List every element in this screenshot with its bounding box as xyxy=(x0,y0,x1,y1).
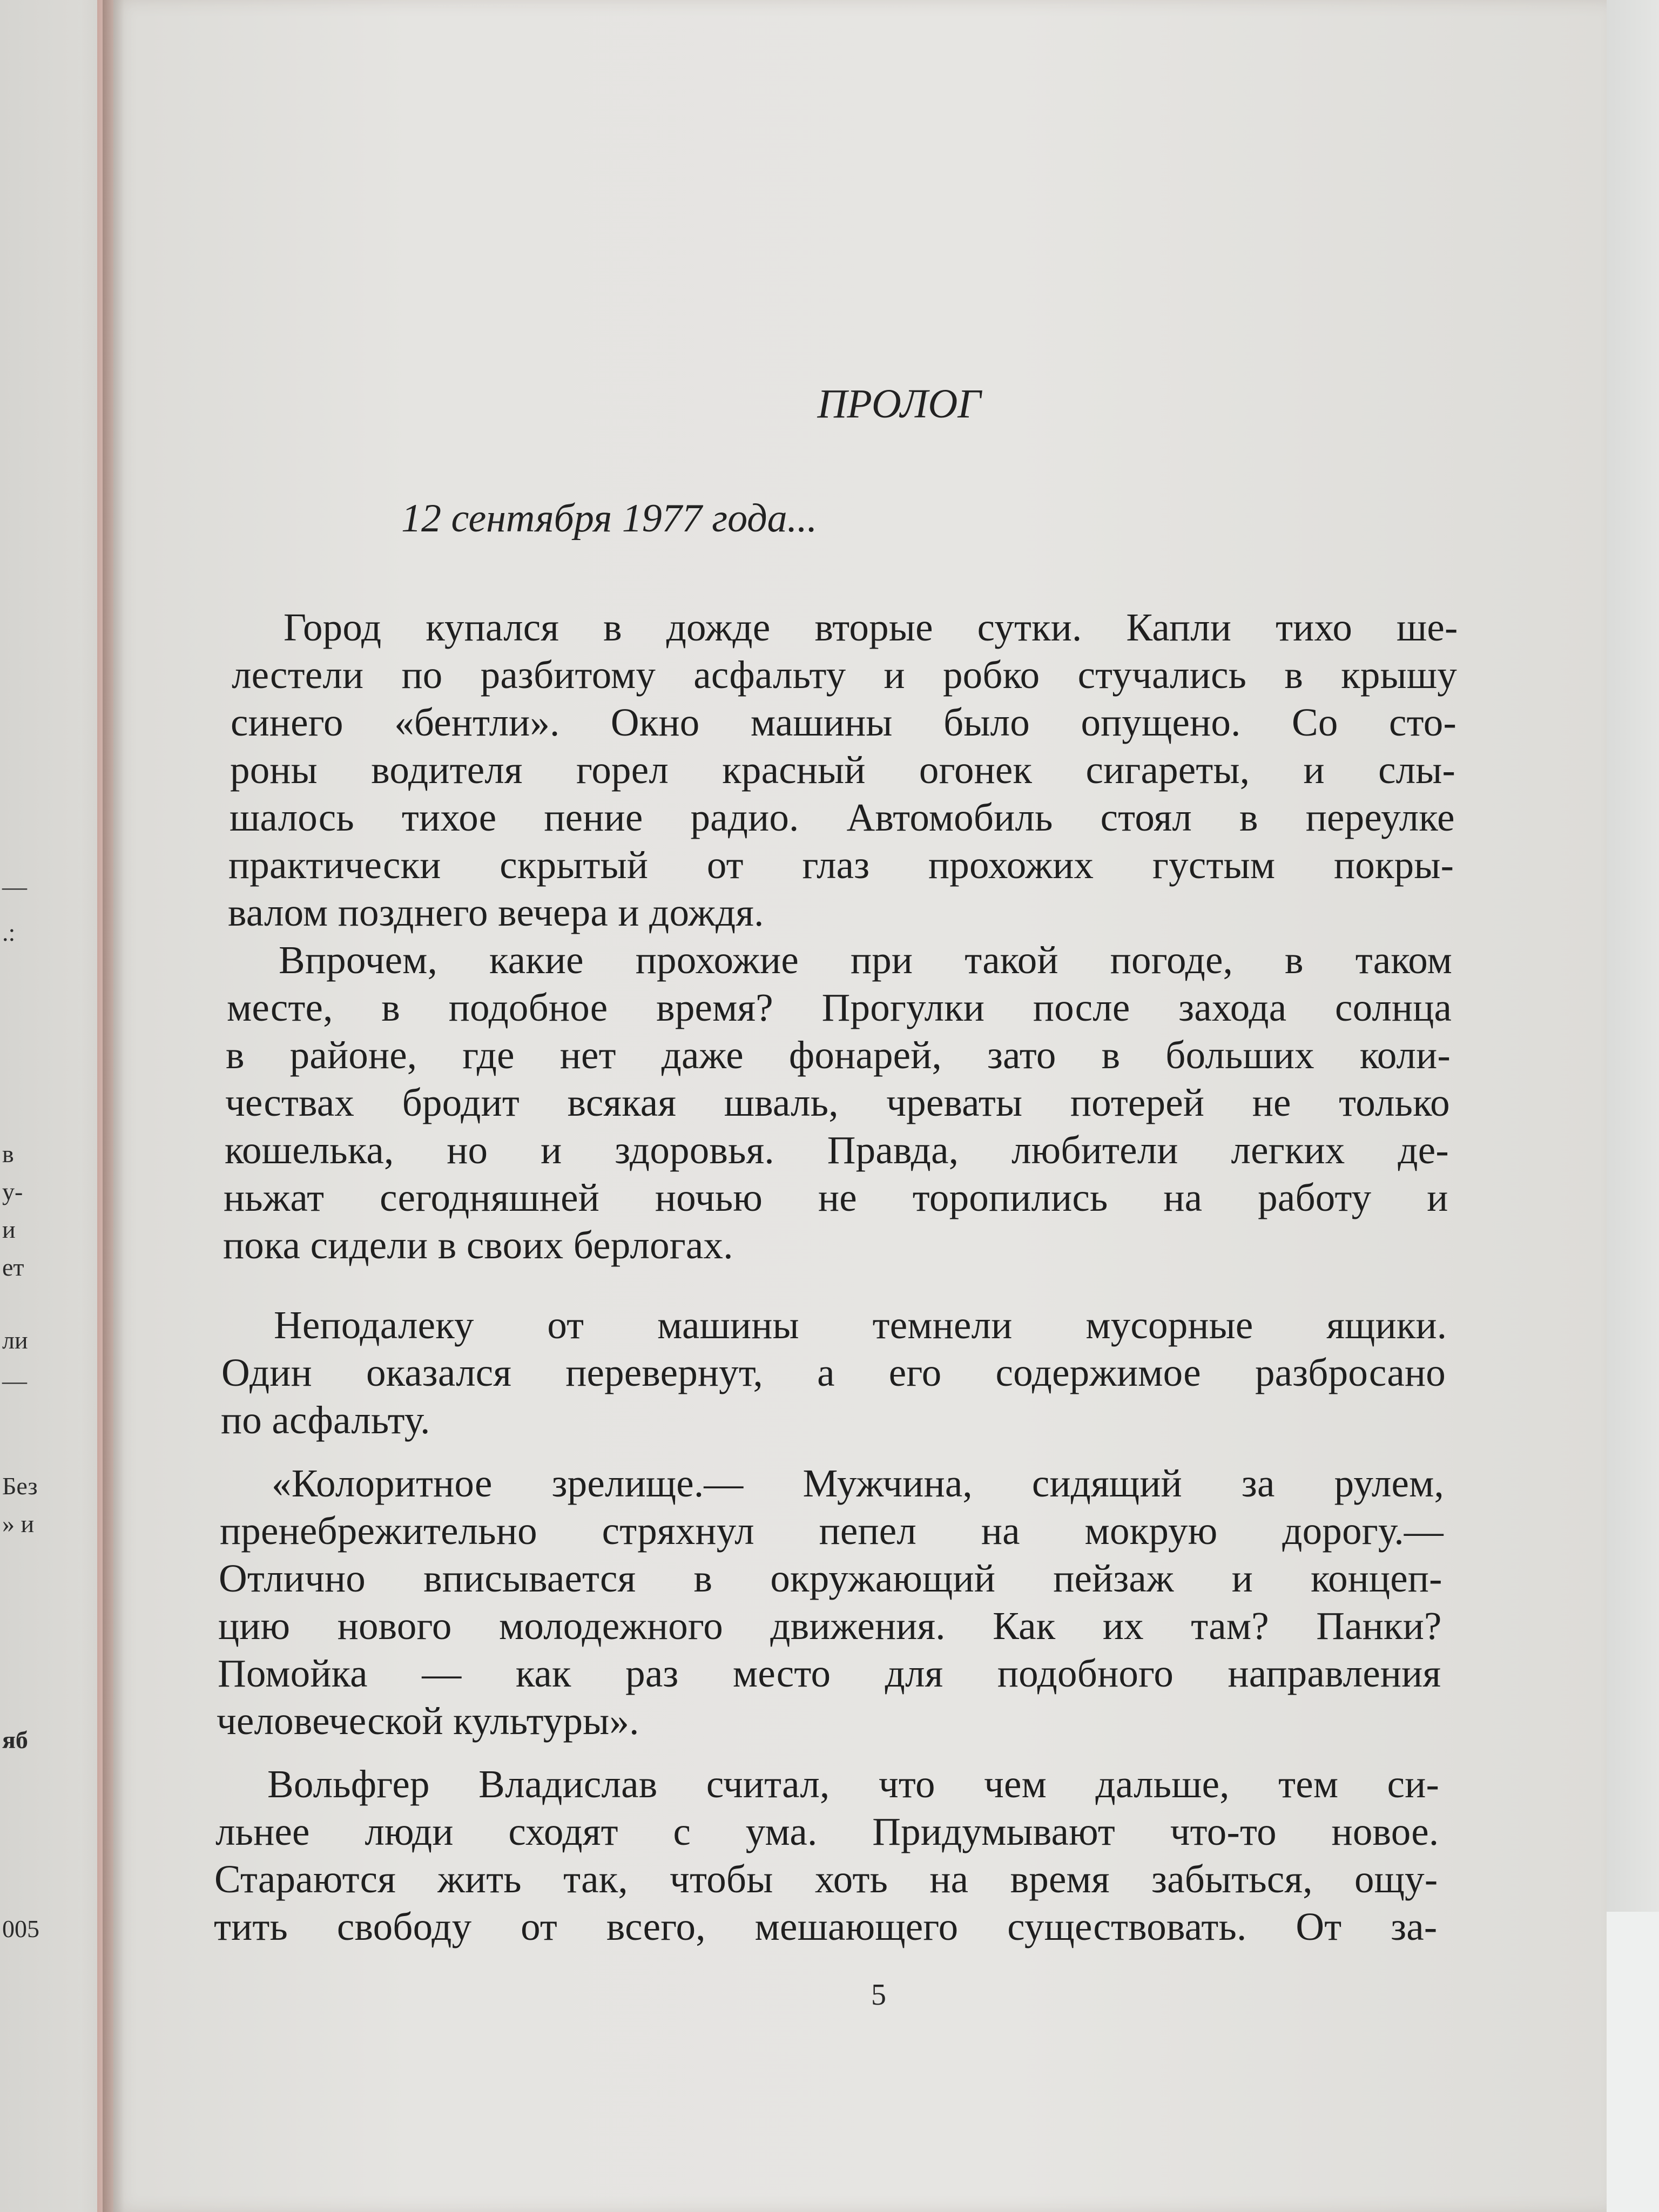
previous-page-fragment: Без xyxy=(2,1472,38,1500)
text-line: человеческой культуры». xyxy=(217,1699,639,1743)
previous-page-fragment: ли xyxy=(2,1326,28,1354)
previous-page-fragment: — xyxy=(2,873,27,900)
book-page xyxy=(111,0,1607,2212)
book-spine-shadow xyxy=(103,0,124,2212)
previous-page-fragment: » и xyxy=(2,1510,35,1537)
text-line: Вольфгер Владислав считал, что чем дальше, тем си- xyxy=(267,1762,1440,1806)
text-line: по асфальту. xyxy=(221,1398,430,1442)
text-line: чествах бродит всякая шваль, чреваты потерей не только xyxy=(225,1081,1450,1124)
text-line: льнее люди сходят с ума. Придумывают что-то новое. xyxy=(215,1810,1439,1853)
text-line: роны водителя горел красный огонек сигареты, и слы- xyxy=(230,748,1456,792)
text-line: кошелька, но и здоровья. Правда, любители легких де- xyxy=(225,1128,1449,1172)
date-line: 12 сентября 1977 года... xyxy=(401,496,818,541)
previous-page-fragment: — xyxy=(2,1367,27,1394)
previous-page-fragment: ет xyxy=(2,1253,24,1281)
text-line: Неподалеку от машины темнели мусорные ящики. xyxy=(274,1303,1447,1347)
text-line: Стараются жить так, чтобы хоть на время забыться, ощу- xyxy=(214,1857,1438,1901)
text-line: синего «бентли». Окно машины было опущено. Со сто- xyxy=(231,700,1456,744)
text-line: цию нового молодежного движения. Как их там? Панки? xyxy=(218,1604,1442,1648)
text-line: пренебрежительно стряхнул пепел на мокрую дорогу.— xyxy=(220,1509,1444,1553)
previous-page-fragment: в xyxy=(2,1140,14,1168)
previous-page-fragment: 005 xyxy=(2,1915,39,1943)
text-line: Впрочем, какие прохожие при такой погоде, в таком xyxy=(279,938,1452,982)
text-line: Один оказался перевернут, а его содержимое разбросано xyxy=(221,1351,1446,1394)
text-line: ньжат сегодняшней ночью не торопились на работу и xyxy=(224,1176,1448,1219)
text-line: тить свободу от всего, мешающего существовать. От за- xyxy=(214,1905,1438,1948)
text-line: Отлично вписывается в окружающий пейзаж и концеп- xyxy=(219,1556,1442,1600)
text-line: Помойка — как раз место для подобного направления xyxy=(218,1651,1441,1695)
text-line: лестели по разбитому асфальту и робко стучались в крышу xyxy=(232,653,1457,697)
text-line: пока сидели в своих берлогах. xyxy=(223,1223,733,1267)
text-line: валом позднего вечера и дождя. xyxy=(228,891,764,934)
text-line: Город купался в дожде вторые сутки. Капли тихо ше- xyxy=(284,605,1458,649)
text-line: практически скрытый от глаз прохожих густым покры- xyxy=(228,843,1454,887)
text-line: шалось тихое пение радио. Автомобиль стоял в переулке xyxy=(230,795,1455,839)
text-line: в районе, где нет даже фонарей, зато в больших коли- xyxy=(226,1033,1451,1077)
text-line: «Колоритное зрелище.— Мужчина, сидящий за рулем, xyxy=(272,1461,1444,1505)
previous-page-fragment: .: xyxy=(2,919,16,946)
chapter-heading: ПРОЛОГ xyxy=(817,381,981,427)
previous-page-fragment: яб xyxy=(2,1726,28,1754)
page-number: 5 xyxy=(871,1978,886,2012)
previous-page-fragment: и xyxy=(2,1216,16,1243)
text-line: месте, в подобное время? Прогулки после захода солнца xyxy=(227,986,1452,1029)
previous-page-fragment: у- xyxy=(2,1178,23,1205)
